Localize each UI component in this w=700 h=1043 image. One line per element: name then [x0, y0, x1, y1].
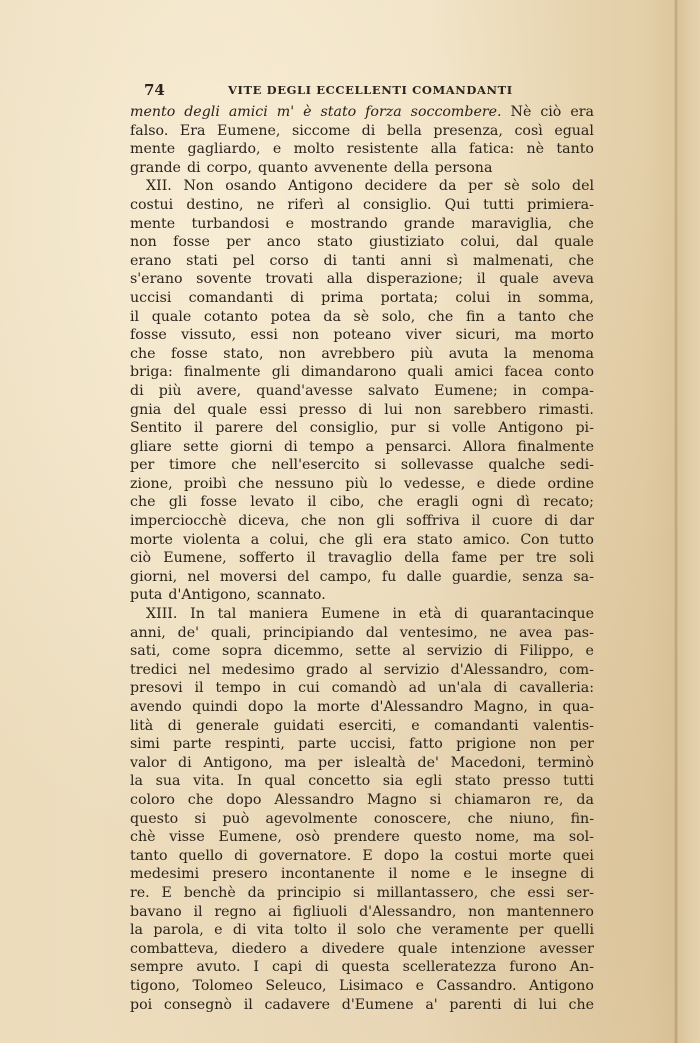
text-line: sati, come sopra dicemmo, sette al servizio di Filippo, e [130, 643, 594, 660]
text-line: uccisi comandanti di prima portata; colui in somma, [130, 289, 594, 306]
text-line: la parola, e di vita tolto il solo che veramente per quelli [130, 922, 594, 939]
text-line: morte violenta a colui, che gli era stato amico. Con tutto [130, 531, 594, 548]
text-line: la sua vita. In qual concetto sia egli stato presso tutti [130, 773, 594, 790]
text-line: giorni, nel moversi del campo, fu dalle guardie, senza sa- [130, 568, 594, 585]
text-line: presovi il tempo in cui comandò ad un'ala di cavalleria: [130, 680, 594, 697]
text-line: briga: finalmente gli dimandarono quali amici facea conto [130, 364, 594, 381]
text-line: XIII. In tal maniera Eumene in età di quarantacinque [146, 606, 594, 623]
text-line: coloro che dopo Alessandro Magno si chiamaron re, da [130, 791, 594, 808]
text-line: re. E benchè da principio si millantassero, che essi ser- [130, 884, 594, 901]
text-line: medesimi presero incontanente il nome e le insegne di [130, 866, 594, 883]
text-line: valor di Antigono, ma per islealtà de' Macedoni, terminò [130, 754, 594, 771]
text-line: grande di corpo, quanto avvenente della persona [130, 159, 493, 176]
text-line: fosse vissuto, essi non poteano viver sicuri, ma morto [130, 327, 594, 344]
text-line: non fosse per anco stato giustiziato colui, dal quale [130, 234, 594, 251]
text-line: simi parte respinti, parte uccisi, fatto prigione non per [130, 736, 594, 753]
text-line: costui destino, ne riferì al consiglio. Qui tutti primiera- [130, 196, 594, 213]
text-line: il quale cotanto potea da sè solo, che fin a tanto che [130, 308, 594, 325]
text-line: mente gagliardo, e molto resistente alla fatica: nè tanto [130, 141, 594, 158]
text-line: Sentito il parere del consiglio, pur si volle Antigono pi- [130, 420, 594, 437]
text-line: XII. Non osando Antigono decidere da per sè solo del [146, 178, 594, 195]
page-header [144, 81, 596, 103]
text-line: sempre avuto. I capi di questa scelleratezza furono An- [130, 959, 594, 976]
text-line: poi consegnò il cadavere d'Eumene a' parenti di lui che [130, 996, 594, 1013]
text-line: tigono, Tolomeo Seleuco, Lisimaco e Cassandro. Antigono [130, 977, 594, 994]
text-line: imperciocchè diceva, che non gli soffriva il cuore di dar [130, 513, 594, 530]
text-line: gnia del quale essi presso di lui non sarebbero rimasti. [130, 401, 594, 418]
text-line: anni, de' quali, principiando dal ventesimo, ne avea pas- [130, 624, 594, 641]
text-line: tredici nel medesimo grado al servizio d'Alessandro, com- [130, 661, 594, 678]
text-line: erano stati pel corso di tanti anni sì malmenati, che [130, 252, 594, 269]
text-line: avendo quindi dopo la morte d'Alessandro Magno, in qua- [130, 699, 594, 715]
running-title: VITE DEGLI ECCELLENTI COMANDANTI [228, 83, 513, 97]
text-line: puta d'Antigono, scannato. [130, 587, 326, 604]
text-line: per timore che nell'esercito si sollevasse qualche sedi- [130, 457, 594, 474]
text-line: combatteva, diedero a divedere quale intenzione avesser [130, 940, 594, 957]
text-line: mente turbandosi e mostrando grande maraviglia, che [130, 215, 594, 232]
text-line: lità di generale guidati eserciti, e comandanti valentis- [130, 717, 594, 734]
text-line: bavano il regno ai figliuoli d'Alessandro, non mantennero [130, 903, 594, 920]
page-edge [678, 0, 700, 1043]
text-line: di più avere, quand'avesse salvato Eumene; in compa- [130, 382, 594, 399]
text-line: che gli fosse levato il cibo, che eragli ogni dì recato; [130, 494, 594, 511]
text-line: s'erano sovente trovati alla disperazione; il quale aveva [130, 271, 594, 288]
text-line: mento degli amici m' è stato forza soccombere. Nè ciò era [130, 104, 594, 120]
body-text [130, 103, 594, 1014]
text-line: zione, proibì che nessuno più lo vedesse, e diede ordine [130, 475, 594, 492]
text-line: chè visse Eumene, osò prendere questo nome, ma sol- [130, 829, 594, 846]
text-line: questo si può agevolmente conoscere, che niuno, fin- [130, 810, 594, 827]
page-number: 74 [144, 81, 165, 99]
text-line: gliare sette giorni di tempo a pensarci. Allora finalmente [130, 438, 594, 455]
text-line: tanto quello di governatore. E dopo la costui morte quei [130, 847, 594, 864]
text-line: ciò Eumene, sofferto il travaglio della fame per tre soli [130, 550, 594, 567]
text-line: che fosse stato, non avrebbero più avuta la menoma [130, 345, 594, 362]
text-line: falso. Era Eumene, siccome di bella presenza, così egual [130, 122, 594, 139]
